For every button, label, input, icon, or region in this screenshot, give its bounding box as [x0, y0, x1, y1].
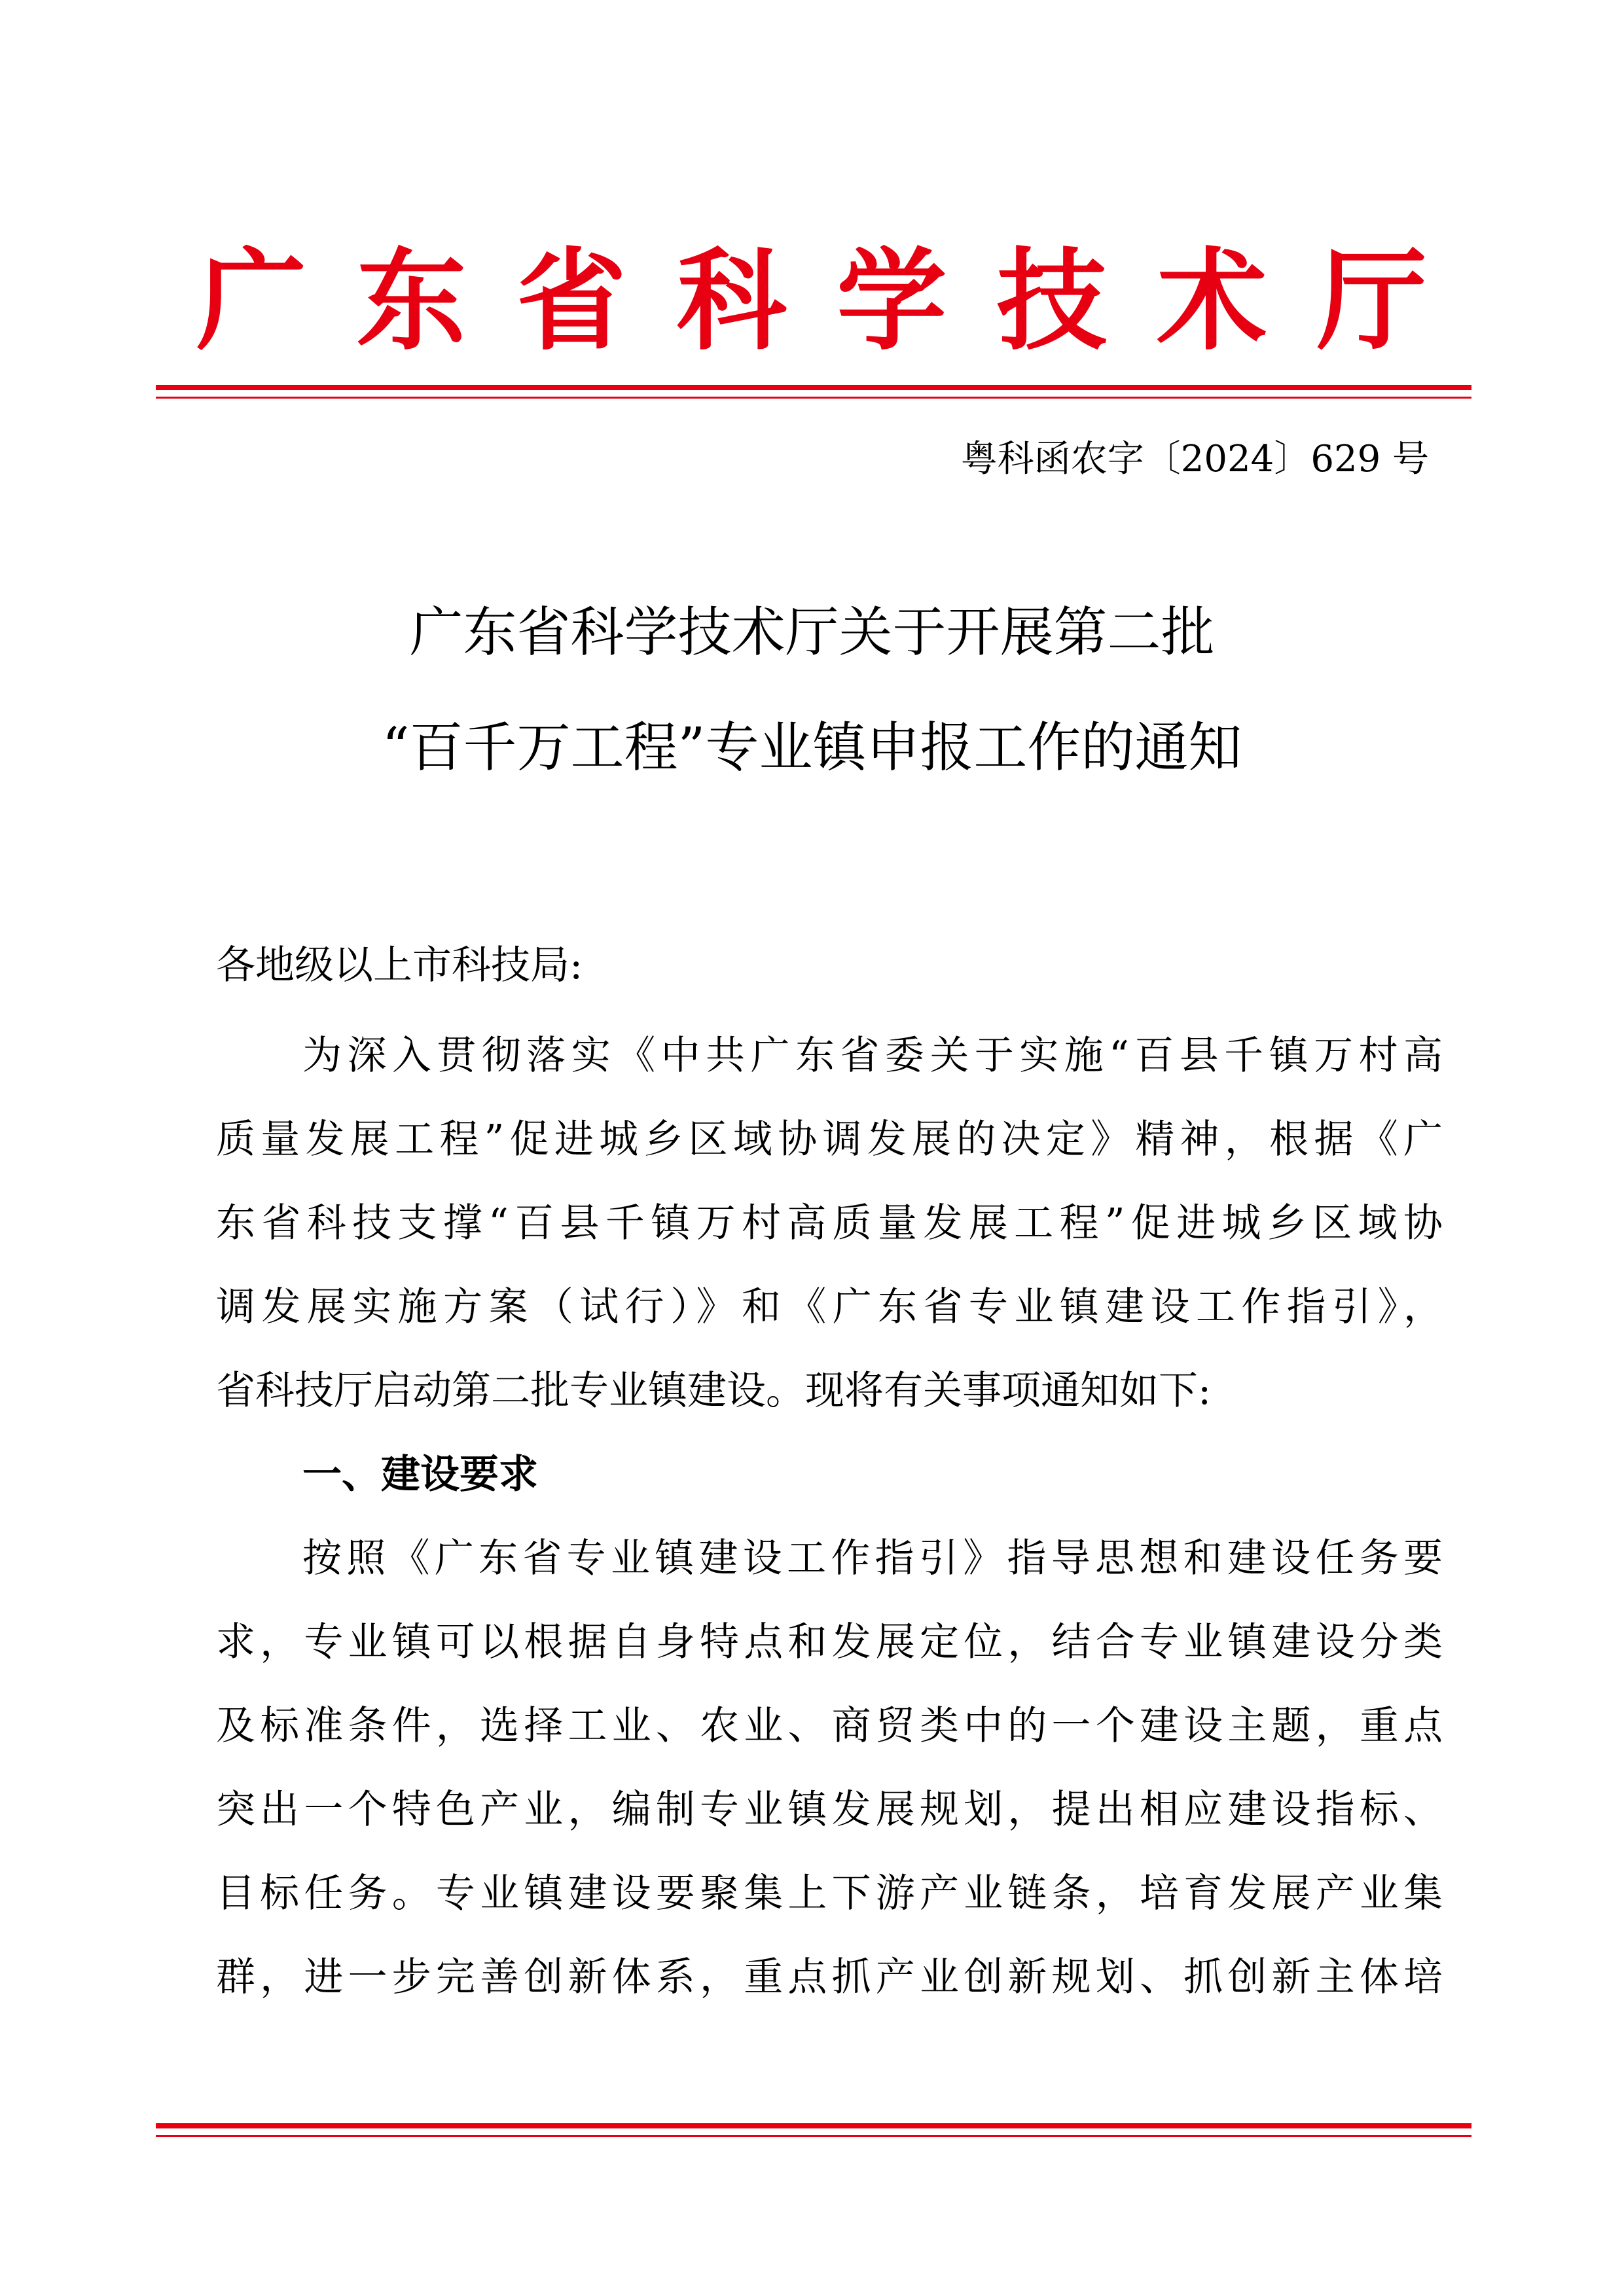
body-line: 调发展实施方案（试行）》和《广东省专业镇建设工作指引》， — [216, 1284, 1443, 1330]
body-line: 突出一个特色产业，编制专业镇发展规划，提出相应建设指标、 — [216, 1787, 1443, 1833]
letterhead-char: 科 — [676, 237, 787, 365]
letterhead-title — [196, 236, 1427, 367]
letterhead-char: 厅 — [1316, 237, 1427, 365]
body-line: 按照《广东省专业镇建设工作指引》指导思想和建设任务要 — [302, 1535, 1443, 1581]
document-title-line-1: 广东省科学技术厅关于开展第二批 — [409, 601, 1215, 664]
document-number: 粤科函农字〔2024〕629 号 — [960, 438, 1429, 480]
letterhead-char: 学 — [837, 237, 947, 365]
body-line: 求，专业镇可以根据自身特点和发展定位，结合专业镇建设分类 — [216, 1619, 1443, 1665]
body-line: 为深入贯彻落实《中共广东省委关于实施“百县千镇万村高 — [302, 1033, 1443, 1079]
body-line: 东省科技支撑“百县千镇万村高质量发展工程”促进城乡区域协 — [216, 1200, 1443, 1246]
letterhead-char: 广 — [196, 237, 306, 365]
salutation: 各地级以上市科技局: — [216, 942, 583, 988]
body-line: 省科技厅启动第二批专业镇建设。现将有关事项通知如下: — [216, 1368, 1212, 1414]
letterhead-char: 术 — [1157, 237, 1267, 365]
letterhead-char: 东 — [356, 237, 467, 365]
header-rule-thick — [156, 385, 1471, 390]
letterhead-char: 技 — [996, 237, 1107, 365]
letterhead-char: 省 — [516, 237, 627, 365]
header-rule-thin — [156, 397, 1471, 399]
body-line: 目标任务。专业镇建设要聚集上下游产业链条，培育发展产业集 — [216, 1871, 1443, 1916]
body-line: 及标准条件，选择工业、农业、商贸类中的一个建设主题，重点 — [216, 1703, 1443, 1749]
document-title-line-2: “百千万工程”专业镇申报工作的通知 — [382, 717, 1242, 779]
footer-rule-thick — [156, 2123, 1471, 2128]
body-line: 群，进一步完善创新体系，重点抓产业创新规划、抓创新主体培 — [216, 1954, 1443, 2000]
body-line: 质量发展工程”促进城乡区域协调发展的决定》精神，根据《广 — [216, 1117, 1443, 1162]
section-heading: 一、建设要求 — [302, 1452, 538, 1498]
footer-rule-thin — [156, 2135, 1471, 2137]
